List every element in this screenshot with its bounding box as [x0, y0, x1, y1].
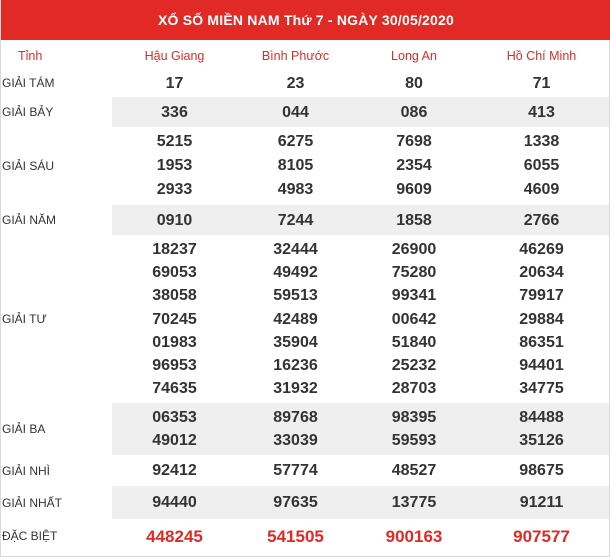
prize-number: 26900: [391, 241, 437, 258]
prize-number: 59513: [273, 287, 318, 305]
prize-number: 8105: [277, 157, 314, 174]
prize-number: 16236: [273, 357, 318, 375]
results-table: [2, 43, 609, 553]
prize-number: 1953: [156, 157, 193, 174]
prize-number: 01983: [152, 333, 197, 351]
prize-number: 98395: [391, 409, 437, 427]
column-header-province-label: Tỉnh: [18, 49, 43, 63]
prize-row-giai-nam: [2, 205, 609, 235]
prize-number: 2933: [156, 181, 193, 198]
prize-number: 57774: [273, 462, 318, 480]
page-title: XỔ SỐ MIỀN NAM Thứ 7 - NGÀY 30/05/2020: [1, 0, 610, 40]
prize-number: 80: [405, 74, 423, 92]
prize-label: GIẢI SÁU: [2, 127, 112, 205]
prize-cell: [354, 69, 474, 97]
prize-cell: [474, 205, 609, 235]
prize-number: 49492: [273, 264, 318, 282]
prize-number: 34775: [519, 380, 564, 398]
prize-cell: [112, 69, 237, 97]
prize-cell: [112, 97, 237, 127]
prize-number: 13775: [391, 494, 437, 512]
prize-number: 044: [282, 103, 309, 121]
prize-number: 71: [532, 74, 551, 92]
prize-number: 6055: [523, 157, 560, 174]
prize-number: 74635: [152, 380, 197, 398]
prize-label: GIẢI NHẤT: [2, 486, 112, 519]
prize-cell: [237, 486, 354, 519]
prize-number: 98675: [519, 462, 564, 480]
prize-number: 89768: [273, 409, 318, 427]
prize-cell: [237, 235, 354, 403]
prize-number: 5215: [156, 133, 193, 150]
prize-number: 6275: [277, 133, 314, 150]
prize-number: 541505: [267, 526, 324, 546]
prize-number: 35904: [273, 333, 318, 351]
column-header-hau-giang[interactable]: Hậu Giang: [144, 49, 205, 63]
prize-number: 59593: [391, 432, 437, 450]
prize-cell: [354, 486, 474, 519]
prize-cell: [237, 97, 354, 127]
prize-number: 35126: [519, 432, 564, 450]
prize-row-dac-biet: [2, 519, 609, 553]
prize-row-giai-nhi: [2, 455, 609, 486]
prize-label: GIẢI BẢY: [2, 97, 112, 127]
prize-number: 7244: [277, 211, 314, 229]
prize-cell: [474, 403, 609, 455]
prize-number: 94440: [152, 494, 197, 512]
prize-label: GIẢI TƯ: [2, 235, 112, 403]
prize-label: GIẢI TÁM: [2, 69, 112, 97]
prize-number: 94401: [519, 357, 564, 375]
prize-cell: [237, 205, 354, 235]
column-header-long-an[interactable]: Long An: [391, 49, 437, 63]
prize-number: 336: [161, 103, 188, 121]
prize-label: ĐẶC BIỆT: [2, 519, 112, 553]
prize-number: 413: [528, 103, 555, 121]
prize-cell: [354, 235, 474, 403]
prize-cell: [112, 205, 237, 235]
prize-number: 06353: [152, 409, 197, 427]
prize-number: 20634: [519, 264, 564, 282]
prize-cell: [354, 455, 474, 486]
prize-cell: [474, 97, 609, 127]
prize-number: 42489: [273, 310, 318, 328]
prize-cell: [354, 403, 474, 455]
prize-number: 907577: [513, 526, 570, 546]
prize-row-giai-ba: [2, 403, 609, 455]
prize-number: 4609: [523, 181, 560, 198]
prize-number: 2354: [396, 157, 432, 174]
prize-cell: [354, 205, 474, 235]
prize-number: 99341: [391, 287, 437, 305]
prize-cell: [474, 519, 609, 553]
prize-number: 2766: [523, 211, 560, 229]
prize-cell: [474, 69, 609, 97]
prize-cell: [237, 403, 354, 455]
prize-cell: [112, 486, 237, 519]
prize-number: 1338: [523, 133, 560, 150]
prize-cell: [112, 127, 237, 205]
prize-number: 86351: [519, 333, 564, 351]
prize-row-giai-nhat: [2, 486, 609, 519]
prize-number: 69053: [152, 264, 197, 282]
prize-cell: [474, 486, 609, 519]
prize-cell: [474, 455, 609, 486]
prize-number: 46269: [519, 241, 564, 258]
prize-row-giai-tam: [2, 69, 609, 97]
prize-number: 448245: [146, 526, 203, 546]
prize-number: 84488: [519, 409, 564, 427]
prize-number: 900163: [385, 526, 443, 546]
prize-cell: [112, 403, 237, 455]
prize-cell: [354, 127, 474, 205]
prize-label: GIẢI NĂM: [2, 205, 112, 235]
prize-number: 28703: [391, 380, 437, 398]
prize-number: 9609: [396, 181, 432, 198]
prize-number: 1858: [396, 211, 432, 229]
prize-number: 79917: [519, 287, 564, 305]
prize-cell: [112, 519, 237, 553]
prize-cell: [474, 235, 609, 403]
prize-number: 48527: [391, 462, 437, 480]
column-header-binh-phuoc[interactable]: Bình Phước: [261, 49, 330, 63]
prize-cell: [354, 97, 474, 127]
prize-number: 086: [400, 103, 428, 121]
prize-cell: [112, 235, 237, 403]
prize-number: 33039: [273, 432, 318, 450]
prize-cell: [237, 455, 354, 486]
prize-cell: [474, 127, 609, 205]
prize-number: 00642: [391, 310, 437, 328]
prize-number: 91211: [519, 494, 564, 512]
prize-cell: [112, 455, 237, 486]
table-header-row: [2, 43, 609, 69]
prize-label: GIẢI NHÌ: [2, 455, 112, 486]
prize-number: 70245: [152, 310, 197, 328]
column-header-ho-chi-minh[interactable]: Hồ Chí Minh: [506, 49, 577, 63]
prize-cell: [237, 69, 354, 97]
prize-cell: [237, 127, 354, 205]
prize-row-giai-tu: [2, 235, 609, 403]
prize-row-giai-bay: [2, 97, 609, 127]
prize-row-giai-sau: [2, 127, 609, 205]
prize-number: 23: [286, 74, 305, 92]
prize-number: 0910: [156, 211, 193, 229]
prize-number: 32444: [273, 241, 318, 258]
prize-number: 75280: [391, 264, 437, 282]
prize-number: 49012: [152, 432, 197, 450]
prize-number: 25232: [391, 357, 437, 375]
prize-number: 7698: [396, 133, 432, 150]
prize-number: 97635: [273, 494, 318, 512]
prize-cell: [237, 519, 354, 553]
prize-number: 51840: [391, 333, 437, 351]
prize-number: 96953: [152, 357, 197, 375]
prize-cell: [354, 519, 474, 553]
prize-number: 17: [165, 74, 184, 92]
prize-number: 31932: [273, 380, 318, 398]
prize-number: 38058: [152, 287, 197, 305]
prize-label: GIẢI BA: [2, 403, 112, 455]
prize-number: 92412: [152, 462, 197, 480]
prize-number: 29884: [519, 310, 564, 328]
prize-number: 4983: [277, 181, 314, 198]
prize-number: 18237: [152, 241, 197, 258]
